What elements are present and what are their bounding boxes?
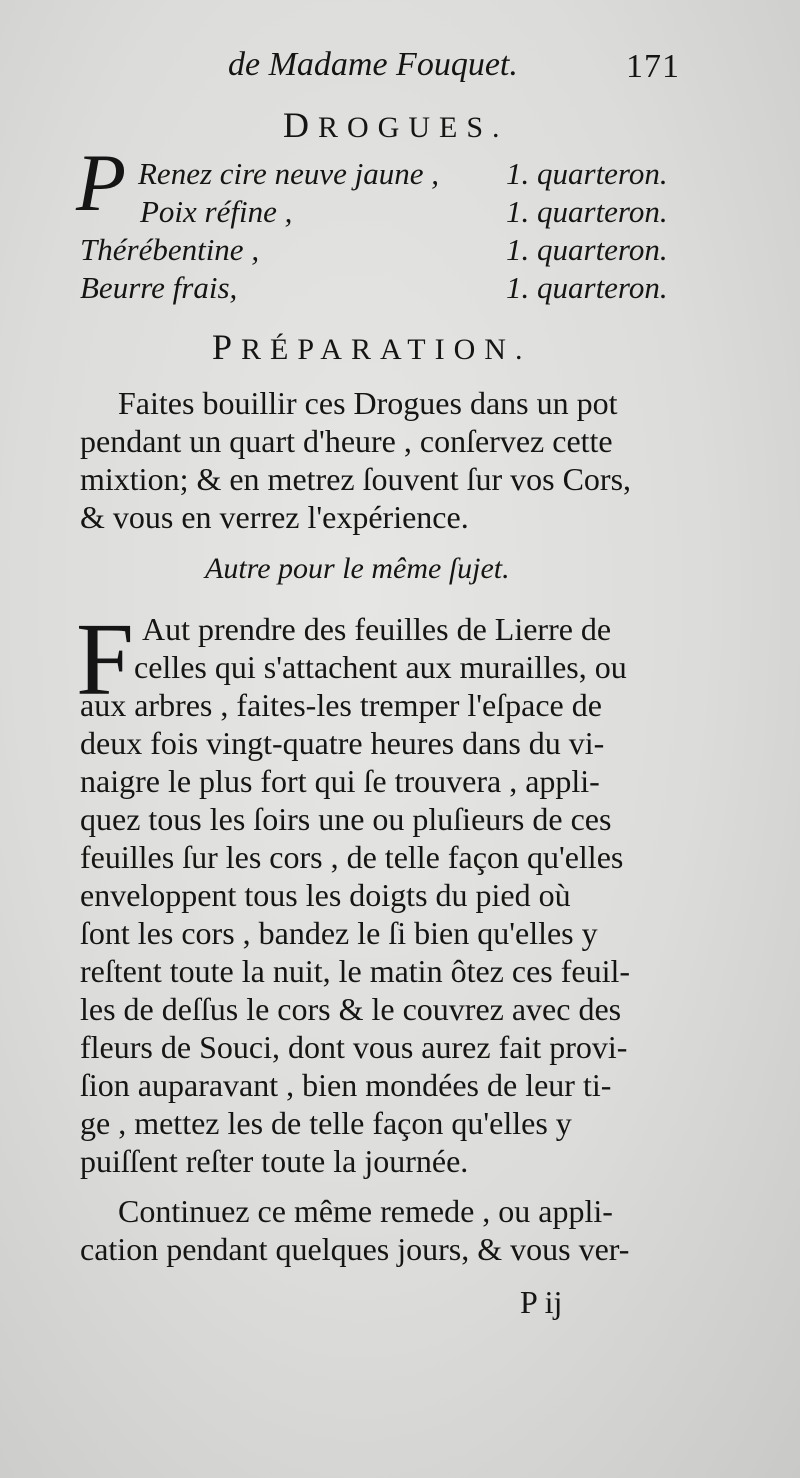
text-line: Continuez ce même remede , ou appli-	[118, 1193, 613, 1229]
text-line: Faites bouillir ces Drogues dans un pot	[118, 385, 618, 421]
text-line: Aut prendre des feuilles de Lierre de	[142, 611, 612, 647]
ingredient-name: Poix réfine ,	[140, 194, 293, 229]
preparation-heading-cap: P	[212, 327, 242, 367]
text-line: ſion auparavant , bien mondées de leur ti-	[80, 1067, 612, 1103]
ingredient-quantity: 1. quarteron.	[506, 270, 668, 305]
text-line: naigre le plus fort qui ſe trouvera , appli-	[80, 763, 600, 799]
subheading: Autre pour le même ſujet.	[205, 552, 510, 585]
page-number: 171	[626, 48, 680, 85]
drop-cap-f: F	[76, 602, 134, 717]
ingredient-quantity: 1. quarteron.	[506, 156, 668, 191]
text-line: pendant un quart d'heure , conſervez cette	[80, 423, 613, 459]
ingredient-name: Renez cire neuve jaune ,	[138, 156, 439, 191]
text-line: celles qui s'attachent aux murailles, ou	[134, 649, 627, 685]
text-line: aux arbres , faites-les tremper l'eſpace de	[80, 687, 602, 723]
text-line: feuilles ſur les cors , de telle façon qu'elles	[80, 839, 624, 875]
preparation-heading-rest: RÉPARATION.	[241, 333, 532, 366]
ingredient-quantity: 1. quarteron.	[506, 194, 668, 229]
text-line: les de deſſus le cors & le couvrez avec des	[80, 991, 622, 1027]
text-line: deux fois vingt-quatre heures dans du vi-	[80, 725, 605, 761]
text-line: mixtion; & en metrez ſouvent ſur vos Cors,	[80, 461, 632, 497]
ingredient-quantity: 1. quarteron.	[506, 232, 668, 267]
text-line: fleurs de Souci, dont vous aurez fait provi-	[80, 1029, 628, 1065]
drogues-heading-rest: ROGUES.	[318, 111, 509, 144]
preparation-heading	[212, 326, 531, 368]
text-line: cation pendant quelques jours, & vous ver-	[80, 1231, 630, 1267]
text-line: reſtent toute la nuit, le matin ôtez ces feuil-	[80, 953, 631, 989]
text-line: & vous en verrez l'expérience.	[80, 499, 469, 535]
text-line: quez tous les ſoirs une ou pluſieurs de ces	[80, 801, 612, 837]
drop-cap-p: P	[76, 137, 127, 228]
signature-mark: P ij	[520, 1284, 563, 1320]
ingredient-name: Beurre frais,	[80, 270, 238, 305]
drogues-heading	[283, 104, 509, 146]
text-line: ge , mettez les de telle façon qu'elles y	[80, 1105, 572, 1141]
ingredient-name: Thérébentine ,	[80, 232, 260, 267]
text-line: enveloppent tous les doigts du pied où	[80, 877, 571, 913]
text-line: ſont les cors , bandez le ſi bien qu'elles y	[80, 915, 598, 951]
text-line: puiſſent reſter toute la journée.	[80, 1143, 469, 1179]
running-header-title: de Madame Fouquet.	[228, 46, 518, 83]
drogues-heading-cap: D	[283, 105, 318, 145]
